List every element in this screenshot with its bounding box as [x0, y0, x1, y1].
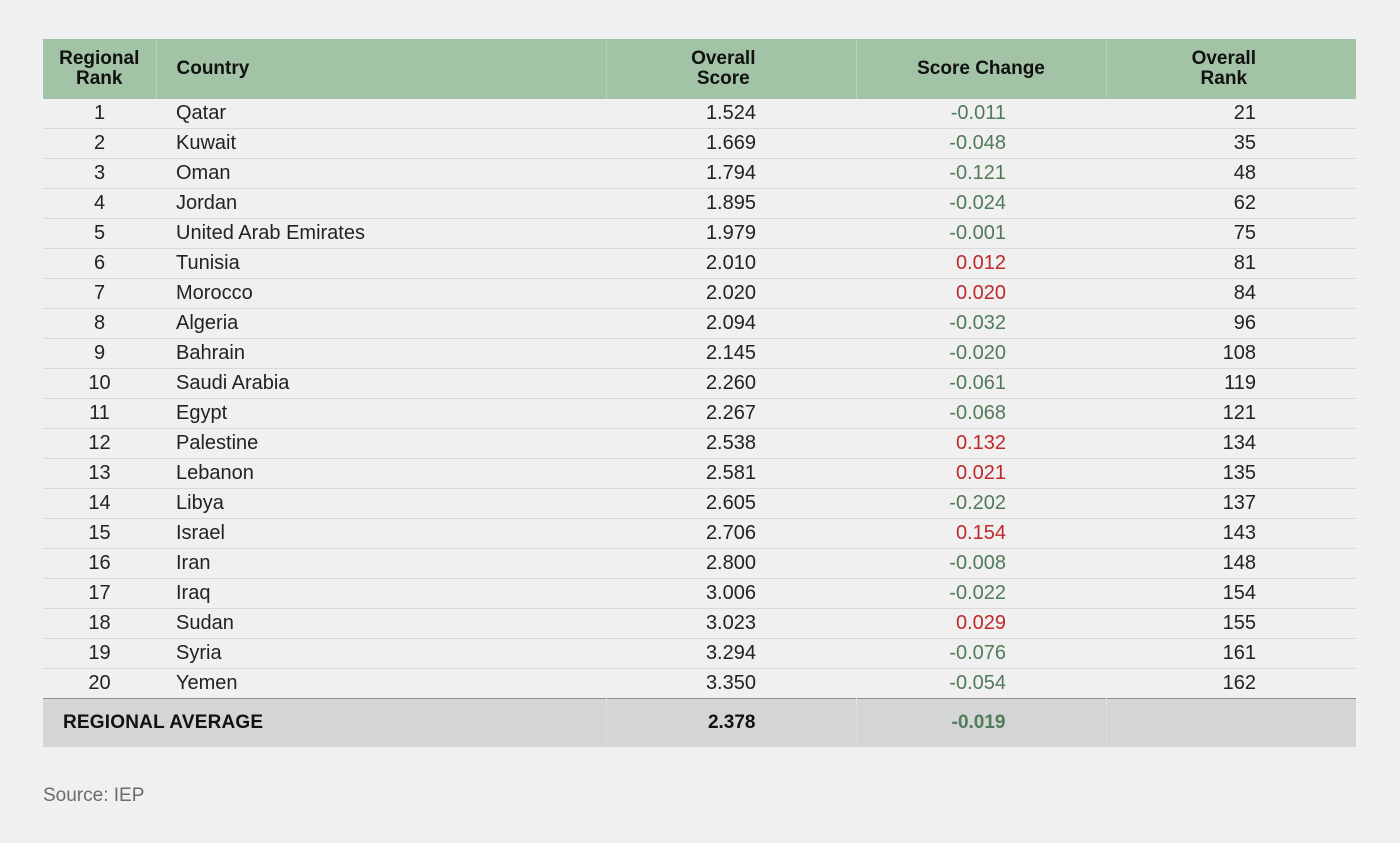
- header-overall-score: Overall Score: [606, 39, 856, 99]
- cell-score-change: -0.024: [856, 189, 1106, 219]
- cell-score-change: 0.154: [856, 519, 1106, 549]
- table-row: [43, 309, 1356, 339]
- header-overall-rank: Overall Rank: [1106, 39, 1356, 99]
- cell-country: Libya: [156, 489, 606, 519]
- cell-country: Qatar: [156, 99, 606, 129]
- cell-overall-score: 2.094: [606, 309, 856, 339]
- cell-country: Iraq: [156, 579, 606, 609]
- table-row: [43, 249, 1356, 279]
- cell-country: Jordan: [156, 189, 606, 219]
- cell-score-change: -0.061: [856, 369, 1106, 399]
- cell-score-change: -0.011: [856, 99, 1106, 129]
- cell-regional-rank: 15: [43, 519, 156, 549]
- average-score-change: -0.019: [856, 699, 1106, 748]
- cell-overall-rank: 35: [1106, 129, 1356, 159]
- table-row: [43, 579, 1356, 609]
- cell-score-change: -0.121: [856, 159, 1106, 189]
- cell-regional-rank: 5: [43, 219, 156, 249]
- table-row: [43, 279, 1356, 309]
- cell-overall-rank: 62: [1106, 189, 1356, 219]
- cell-overall-score: 2.145: [606, 339, 856, 369]
- cell-overall-rank: 21: [1106, 99, 1356, 129]
- table-row: [43, 429, 1356, 459]
- table-row: [43, 339, 1356, 369]
- header-regional-rank: Regional Rank: [43, 39, 156, 99]
- cell-overall-rank: 148: [1106, 549, 1356, 579]
- cell-score-change: 0.132: [856, 429, 1106, 459]
- cell-regional-rank: 2: [43, 129, 156, 159]
- cell-country: United Arab Emirates: [156, 219, 606, 249]
- cell-score-change: -0.202: [856, 489, 1106, 519]
- header-score-change: Score Change: [856, 39, 1106, 99]
- cell-regional-rank: 20: [88, 672, 111, 694]
- cell-regional-rank: 14: [43, 489, 156, 519]
- cell-score-change: 0.012: [856, 249, 1106, 279]
- cell-country: Palestine: [156, 429, 606, 459]
- average-score: 2.378: [606, 699, 856, 748]
- cell-overall-rank: 143: [1106, 519, 1356, 549]
- cell-regional-rank: 3: [43, 159, 156, 189]
- cell-regional-rank: 11: [43, 399, 156, 429]
- cell-overall-score: 2.267: [606, 399, 856, 429]
- cell-regional-rank: 10: [43, 369, 156, 399]
- table-row: [43, 609, 1356, 639]
- header-country: Country: [156, 39, 606, 99]
- cell-regional-rank: 12: [43, 429, 156, 459]
- cell-overall-score: 2.605: [606, 489, 856, 519]
- table-row: [43, 399, 1356, 429]
- cell-regional-rank: 1: [43, 99, 156, 129]
- cell-score-change: 0.020: [856, 279, 1106, 309]
- cell-overall-score: 2.010: [606, 249, 856, 279]
- cell-overall-score: 3.350: [705, 672, 756, 694]
- cell-overall-rank: 134: [1106, 429, 1356, 459]
- cell-overall-rank: 119: [1106, 369, 1356, 399]
- cell-overall-score: 1.979: [606, 219, 856, 249]
- cell-overall-rank: 161: [1106, 639, 1356, 669]
- cell-overall-score: 2.538: [606, 429, 856, 459]
- cell-country: Lebanon: [156, 459, 606, 489]
- cell-overall-score: 1.669: [606, 129, 856, 159]
- cell-regional-rank: 18: [43, 609, 156, 639]
- cell-overall-rank: 154: [1106, 579, 1356, 609]
- cell-regional-rank: 13: [43, 459, 156, 489]
- table-row: [43, 549, 1356, 579]
- source-note: Source: IEP: [43, 785, 145, 806]
- table-body: [43, 99, 1356, 699]
- cell-regional-rank: 7: [43, 279, 156, 309]
- cell-overall-score: 2.800: [606, 549, 856, 579]
- table-row: [43, 99, 1356, 129]
- cell-country: Yemen: [176, 672, 238, 694]
- table-row: [43, 159, 1356, 189]
- cell-country: Bahrain: [156, 339, 606, 369]
- table-row: [43, 219, 1356, 249]
- cell-country: Israel: [156, 519, 606, 549]
- cell-overall-rank: 48: [1106, 159, 1356, 189]
- cell-regional-rank: 8: [43, 309, 156, 339]
- cell-overall-score: 3.294: [606, 639, 856, 669]
- cell-country: Algeria: [156, 309, 606, 339]
- cell-overall-rank: 155: [1106, 609, 1356, 639]
- cell-regional-rank: 19: [43, 639, 156, 669]
- cell-overall-score: 2.706: [606, 519, 856, 549]
- cell-country: Morocco: [156, 279, 606, 309]
- table-row: [43, 519, 1356, 549]
- table-row: [43, 459, 1356, 489]
- table-row: [43, 189, 1356, 219]
- cell-overall-rank: 162: [1222, 672, 1256, 694]
- cell-overall-score: 3.023: [606, 609, 856, 639]
- cell-score-change: -0.068: [856, 399, 1106, 429]
- table-header-row: [43, 39, 1356, 99]
- table-row: [43, 489, 1356, 519]
- cell-overall-rank: 108: [1106, 339, 1356, 369]
- cell-overall-score: 1.794: [606, 159, 856, 189]
- cell-overall-rank: 121: [1106, 399, 1356, 429]
- cell-overall-rank: 75: [1106, 219, 1356, 249]
- cell-overall-score: 2.581: [606, 459, 856, 489]
- cell-regional-rank: 16: [43, 549, 156, 579]
- cell-overall-rank: 81: [1106, 249, 1356, 279]
- cell-score-change: 0.029: [856, 609, 1106, 639]
- cell-overall-rank: 137: [1106, 489, 1356, 519]
- table-row: [43, 369, 1356, 399]
- cell-country: Oman: [156, 159, 606, 189]
- cell-score-change: -0.022: [856, 579, 1106, 609]
- cell-overall-rank: 135: [1106, 459, 1356, 489]
- cell-overall-rank: 96: [1106, 309, 1356, 339]
- cell-overall-score: 1.524: [606, 99, 856, 129]
- cell-score-change: -0.001: [856, 219, 1106, 249]
- regional-ranking-table: [43, 39, 1356, 747]
- cell-score-change: -0.054: [949, 672, 1006, 694]
- cell-score-change: -0.008: [856, 549, 1106, 579]
- cell-score-change: -0.076: [856, 639, 1106, 669]
- table-row: [43, 639, 1356, 669]
- cell-score-change: -0.032: [856, 309, 1106, 339]
- cell-score-change: -0.048: [856, 129, 1106, 159]
- average-overall-rank-empty: [1106, 699, 1356, 748]
- cell-overall-score: 1.895: [606, 189, 856, 219]
- cell-country: Saudi Arabia: [156, 369, 606, 399]
- cell-regional-rank: 9: [43, 339, 156, 369]
- cell-score-change: 0.021: [856, 459, 1106, 489]
- cell-overall-rank: 84: [1106, 279, 1356, 309]
- cell-country: Kuwait: [156, 129, 606, 159]
- cell-overall-score: 2.020: [606, 279, 856, 309]
- cell-regional-rank: 17: [43, 579, 156, 609]
- cell-score-change: -0.020: [856, 339, 1106, 369]
- cell-country: Egypt: [156, 399, 606, 429]
- table-row: [43, 129, 1356, 159]
- cell-country: Sudan: [156, 609, 606, 639]
- regional-average-row: [43, 699, 1356, 748]
- cell-regional-rank: 6: [43, 249, 156, 279]
- cell-regional-rank: 4: [43, 189, 156, 219]
- cell-overall-score: 2.260: [606, 369, 856, 399]
- cell-overall-score: 3.006: [606, 579, 856, 609]
- ranking-table-container: [43, 39, 1356, 747]
- average-label: REGIONAL AVERAGE: [43, 699, 606, 748]
- cell-country: Iran: [156, 549, 606, 579]
- table-row: [43, 669, 1356, 699]
- cell-country: Syria: [156, 639, 606, 669]
- cell-country: Tunisia: [156, 249, 606, 279]
